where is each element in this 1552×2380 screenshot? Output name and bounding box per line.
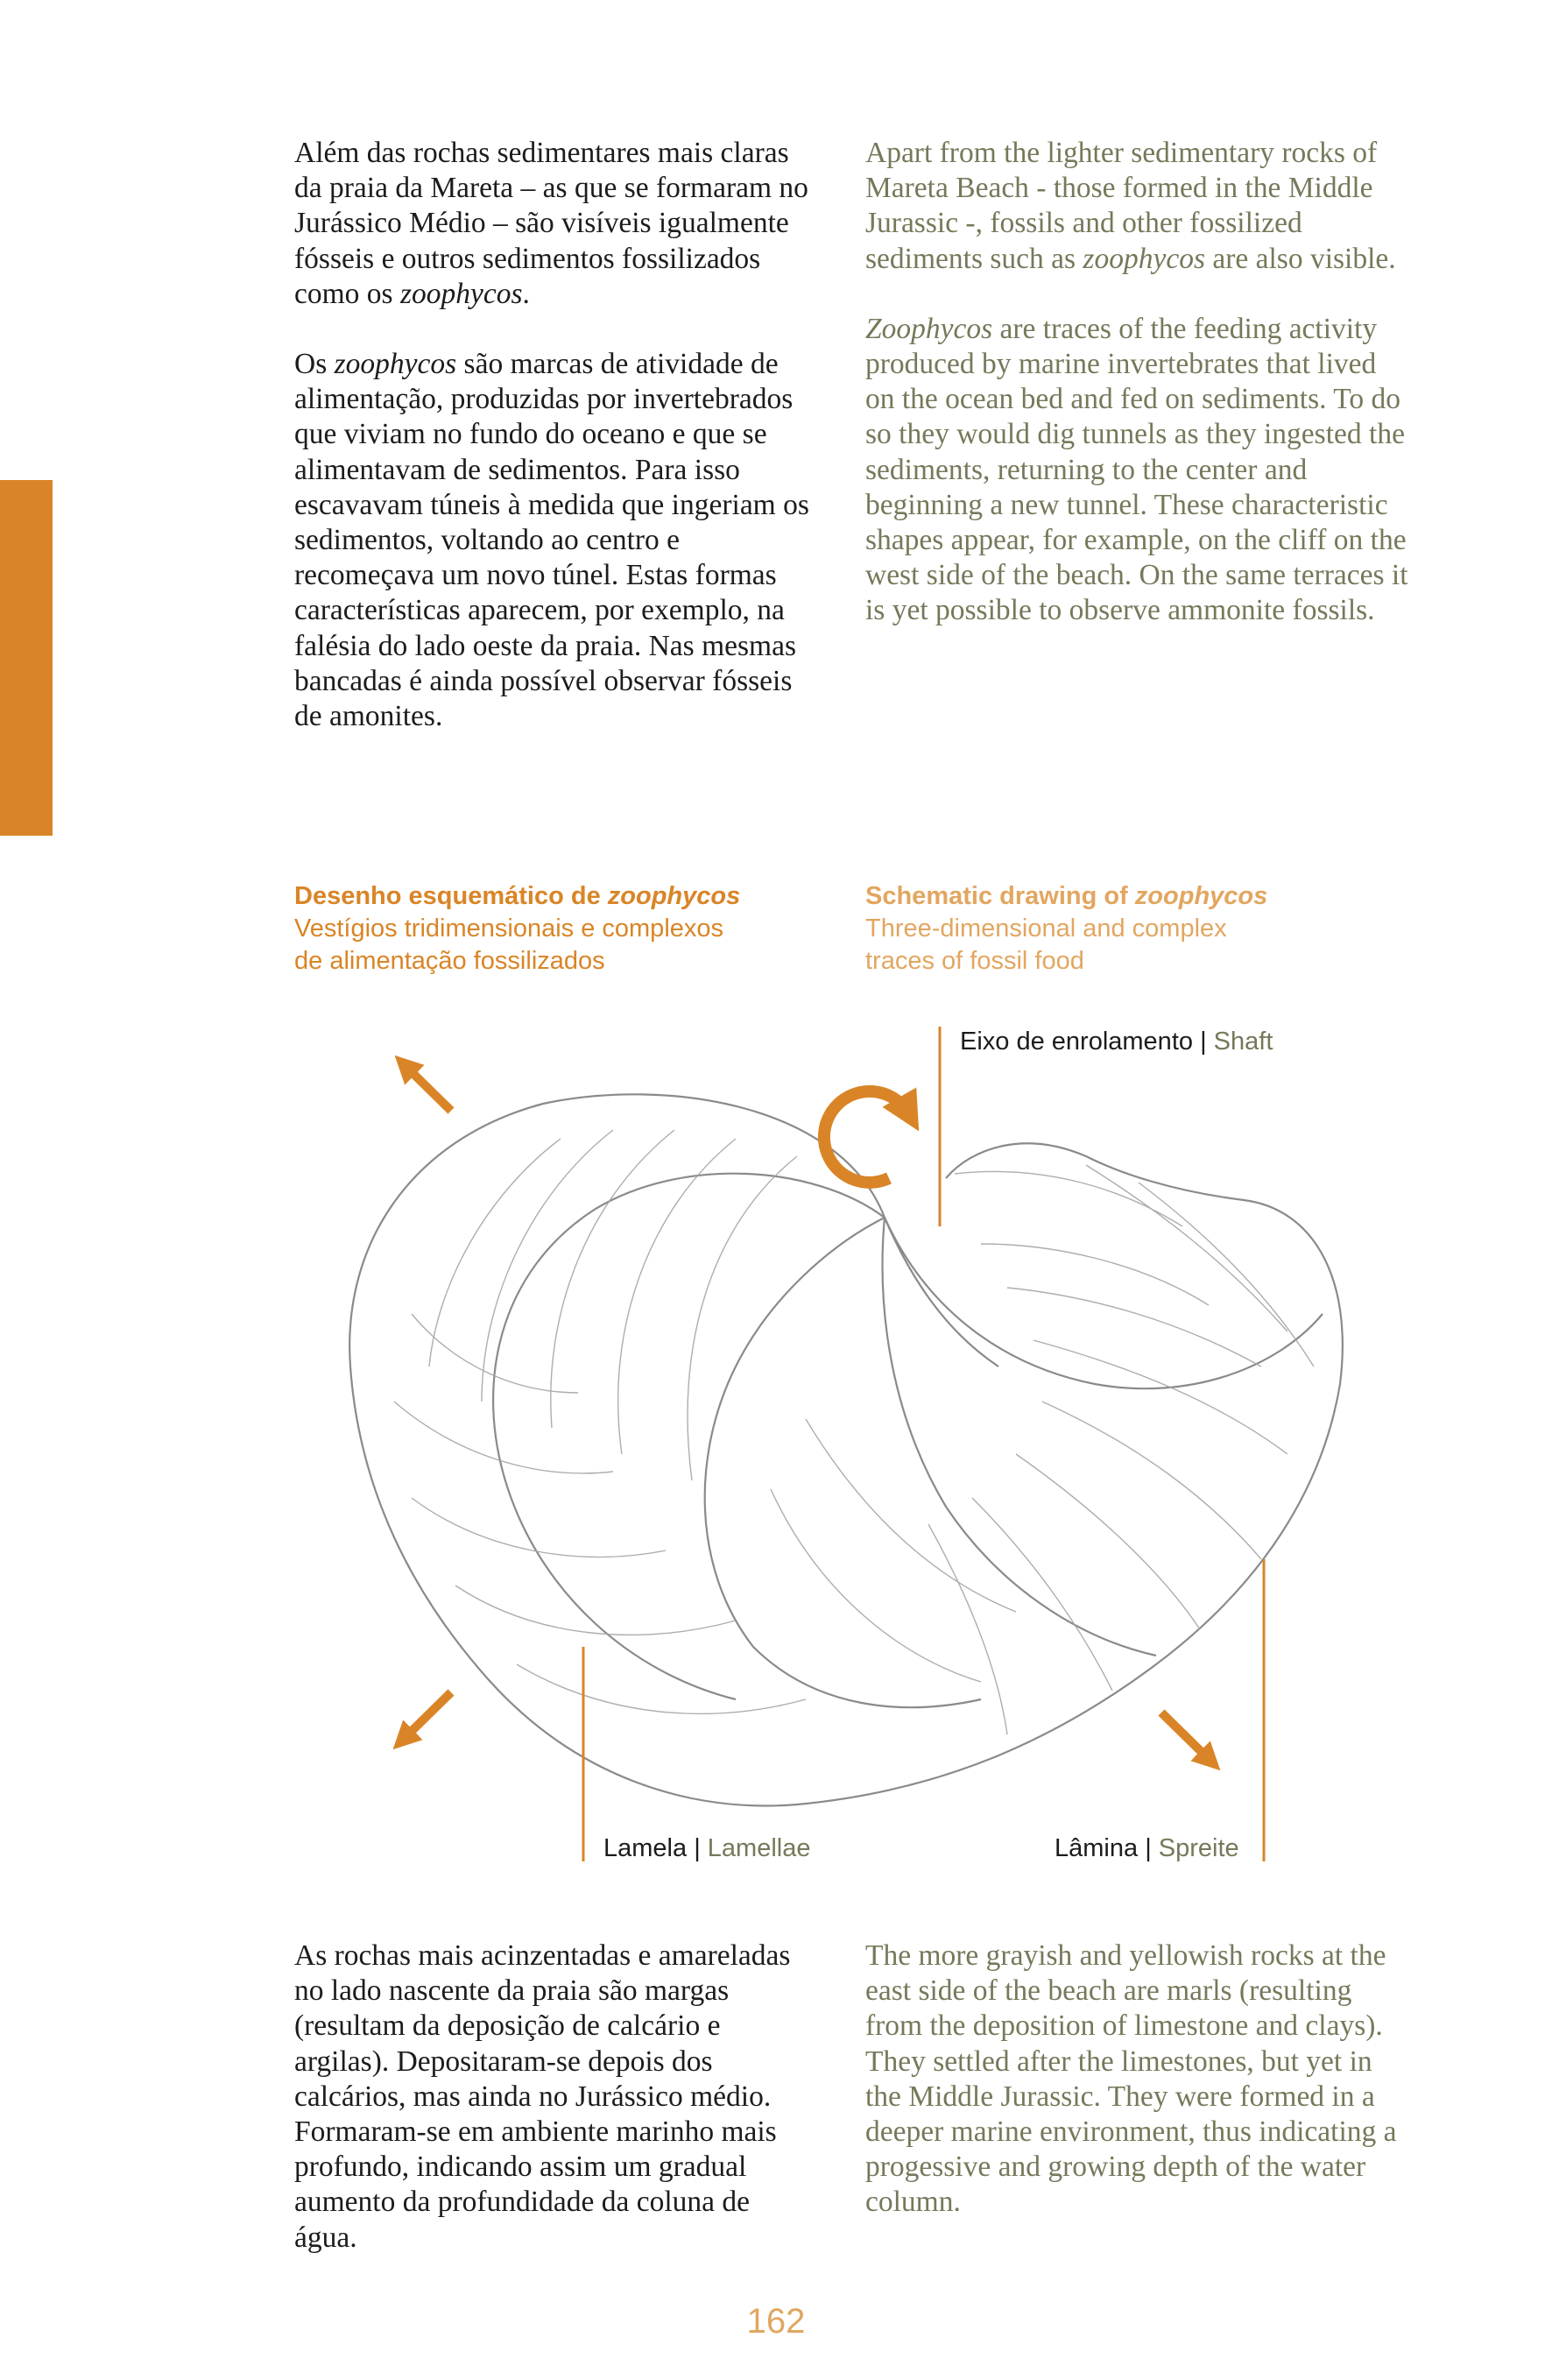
caption-en-line-3: traces of fossil food xyxy=(865,947,1084,975)
marls-pt-paragraph: As rochas mais acinzentadas e amareladas no lado nascente da praia são margas (resultam da deposição de calcário e argilas). Depositaram-se depois dos calcários, mas ainda no Jurássico médio. Formaram-se em ambiente marinho mais profundo, indicando assim um gradual aumento da profundidade da coluna de água. xyxy=(294,1939,791,2254)
intro-en-paragraph-1: Apart from the lighter sedimentary rocks of Mareta Beach - those formed in the Middle Jurassic -, fossils and other fossilized sediments such as zoophycos are also visible. xyxy=(865,137,1396,275)
caption-pt-line-2: Vestígios tridimensionais e complexos xyxy=(294,915,724,943)
rotation-arrow-icon xyxy=(824,1091,909,1183)
arrow-down-left-icon xyxy=(403,1692,451,1740)
intro-pt-paragraph-2: Os zoophycos são marcas de atividade de alimentação, produzidas por invertebrados que viviam no fundo do oceano e que se alimentavam de sedimentos. Para isso escavavam túneis à medida que ingeriam os sedimentos, voltando ao centro e recomeçava um novo túnel. Estas formas características aparecem, por exemplo, na falésia do lado oeste da praia. Nas mesmas bancadas é ainda possível observar fósseis de amonites. xyxy=(294,348,809,733)
caption-pt-title: Desenho esquemático de zoophycos xyxy=(294,882,741,910)
arrow-down-right-icon xyxy=(1161,1713,1210,1761)
page-number: 162 xyxy=(746,2302,806,2341)
spreite-lamellae xyxy=(394,1130,1314,1734)
intro-en-paragraph-2: Zoophycos are traces of the feeding activity produced by marine invertebrates that lived on the ocean bed and fed on sediments. To do so they would dig tunnels as they ingested the sediments, returning to the center and beginning a new tunnel. These characteristic shapes appear, for example, on the cliff on the west side of the beach. On the same terraces it is yet possible to observe ammonite fossils. xyxy=(865,312,1408,627)
label-spreite: Lâmina | Spreite xyxy=(1055,1834,1239,1862)
label-shaft: Eixo de enrolamento | Shaft xyxy=(960,1028,1273,1056)
caption-pt-line-3: de alimentação fossilizados xyxy=(294,947,605,975)
intro-pt-paragraph-1: Além das rochas sedimentares mais claras da praia da Mareta – as que se formaram no Jurássico Médio – são visíveis igualmente fósseis e outros sedimentos fossilizados como os zoophycos. xyxy=(294,137,808,310)
marls-text-en xyxy=(865,1939,1408,2256)
spreite-outline xyxy=(349,1094,1343,1805)
label-lamellae: Lamela | Lamellae xyxy=(603,1834,811,1862)
caption-en-line-2: Three-dimensional and complex xyxy=(865,915,1227,943)
marls-text-pt xyxy=(294,1939,811,2291)
marls-en-paragraph: The more grayish and yellowish rocks at the east side of the beach are marls (resulting from the deposition of limestone and clays). They settled after the limestones, but yet in the Middle Jurassic. They were formed in a deeper marine environment, thus indicating a progessive and growing depth of the water column. xyxy=(865,1939,1397,2219)
caption-en-title: Schematic drawing of zoophycos xyxy=(865,882,1268,910)
arrow-up-left-icon xyxy=(405,1065,451,1111)
